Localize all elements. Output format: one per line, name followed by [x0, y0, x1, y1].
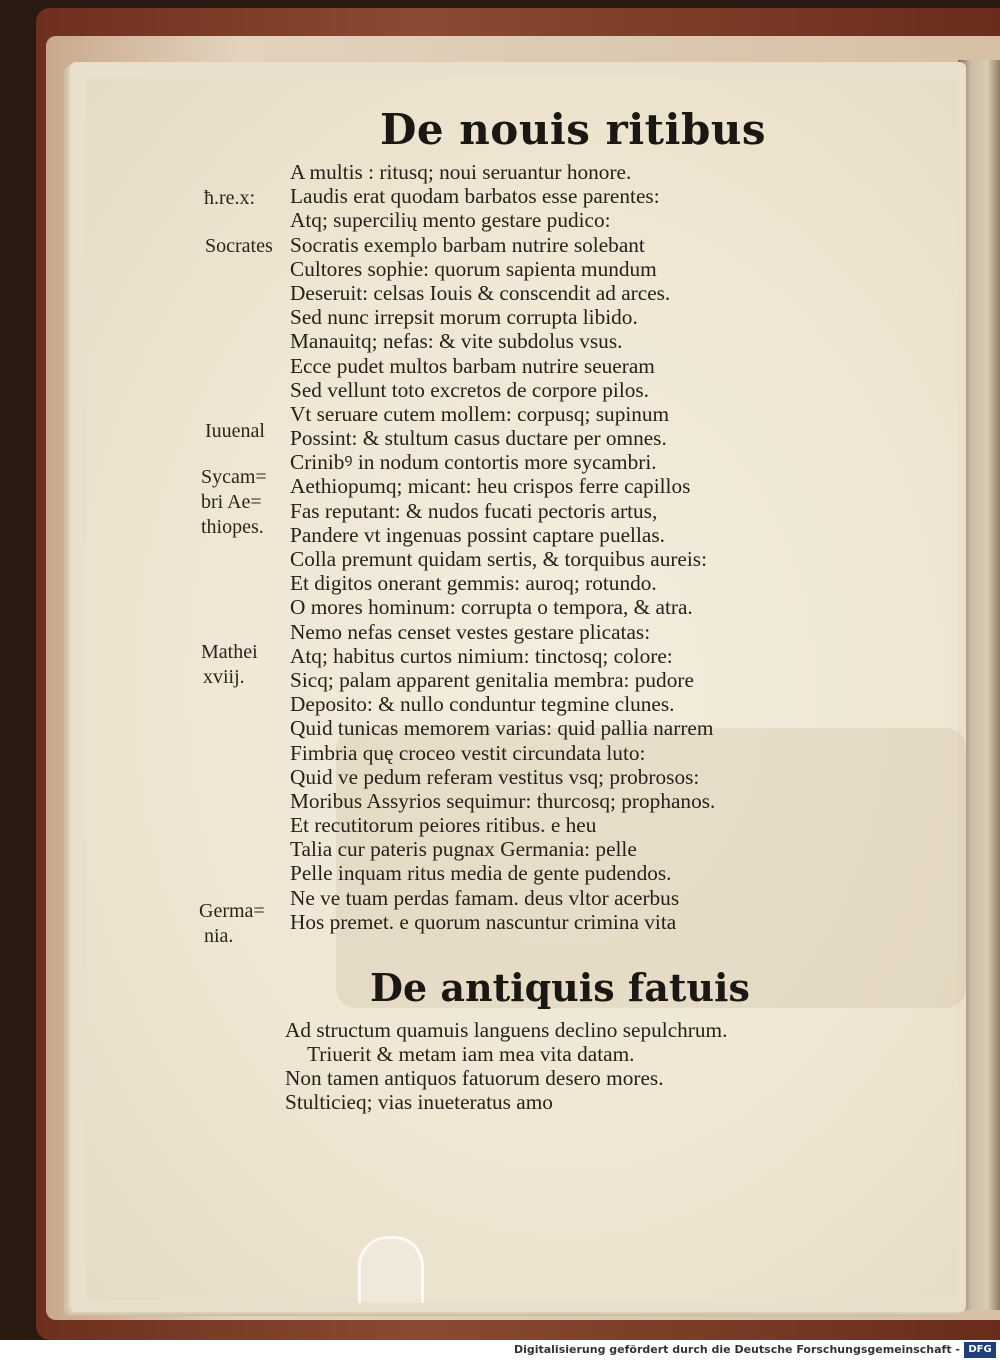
verse-line: Sed nunc irrepsit morum corrupta libido.	[290, 305, 638, 330]
margin-note-germania-1: Germa=	[199, 900, 265, 922]
verse-line: Cultores sophie: quorum sapienta mundum	[290, 256, 657, 281]
margin-note-xviij: xviij.	[203, 666, 245, 688]
verse-line: Atq; habitus curtos nimium: tinctosq; colore:	[290, 643, 673, 668]
verse-line: Laudis erat quodam barbatos esse parentes:	[290, 184, 660, 209]
verse-line: Sicq; palam apparent genitalia membra: pudore	[290, 667, 694, 692]
margin-note-socrates: Socrates	[205, 235, 273, 257]
verse-line: Triuerit & metam iam mea vita datam.	[307, 1042, 635, 1066]
verse-line: Moribus Assyrios sequimur: thurcosq; prophanos.	[290, 788, 716, 813]
verse-line: O mores hominum: corrupta o tempora, & atra.	[290, 595, 693, 620]
verse-line: Socratis exemplo barbam nutrire solebant	[290, 232, 645, 257]
verse-line: Pelle inquam ritus media de gente pudendos.	[290, 861, 672, 886]
verse-line: Talia cur pateris pugnax Germania: pelle	[290, 837, 637, 862]
verse-line: Non tamen antiquos fatuorum desero mores.	[285, 1066, 664, 1090]
verse-line: Colla premunt quidam sertis, & torquibus aureis:	[290, 547, 708, 571]
verse-line: Ecce pudet multos barbam nutrire seueram	[290, 353, 655, 378]
verse-line: Pandere vt ingenuas possint captare puellas.	[290, 522, 665, 547]
page-clip	[358, 1236, 424, 1303]
margin-note-sycambri-2: bri Ae=	[201, 491, 262, 513]
verse-line: Fimbria quę croceo vestit circundata luto:	[290, 740, 646, 765]
section-heading-2: De antiquis fatuis	[370, 965, 750, 1010]
verse-line: Sed vellunt toto excretos de corpore pilos.	[290, 377, 650, 402]
verse-line: Hos premet. e quorum nascuntur crimina vita	[290, 909, 677, 934]
verse-line: Deseruit: celsas Iouis & conscendit ad arces.	[290, 280, 671, 305]
verse-line: Ad structum quamuis languens declino sepulchrum.	[285, 1018, 728, 1042]
verse-line: Vt seruare cutem mollem: corpusq; supinum	[290, 401, 670, 426]
verse-line: Crinibꝰ in nodum contortis more sycambri.	[290, 450, 657, 475]
margin-note-sycambri-1: Sycam=	[201, 466, 267, 488]
verse-line: Atq; supercilių mento gestare pudico:	[290, 208, 611, 233]
verse-line: Fas reputant: & nudos fucati pectoris artus,	[290, 498, 658, 523]
verse-line: Nemo nefas censet vestes gestare plicatas:	[290, 619, 651, 644]
verse-line: Et digitos onerant gemmis: auroq; rotundo.	[290, 571, 657, 596]
dfg-logo: DFG	[964, 1342, 996, 1358]
verse-block	[290, 160, 780, 934]
margin-note-mathei: Mathei	[201, 641, 258, 663]
margin-note-germania-2: nia.	[204, 925, 234, 947]
verse-line: Quid ve pedum referam vestitus vsq; probrosos:	[290, 764, 700, 789]
verse-line: A multis : ritusq; noui seruantur honore.	[290, 160, 632, 184]
verse-line: Ne ve tuam perdas famam. deus vltor acerbus	[290, 885, 680, 910]
footer-credit: Digitalisierung gefördert durch die Deutsche Forschungsgemeinschaft -	[513, 1343, 960, 1356]
verse-line: Manauitq; nefas: & vite subdolus vsus.	[290, 329, 623, 354]
section-heading: De nouis ritibus	[380, 105, 767, 154]
verse-block-2	[285, 1018, 785, 1114]
verse-line: Aethiopumq; micant: heu crispos ferre capillos	[290, 474, 691, 499]
verse-line: Deposito: & nullo conduntur tegmine clunes.	[290, 692, 675, 717]
footer-bar	[0, 1340, 1000, 1361]
margin-note-hrex: ħ.re.x:	[204, 187, 256, 209]
margin-note-iuuenal: Iuuenal	[205, 420, 265, 442]
margin-note-sycambri-3: thiopes.	[201, 516, 264, 538]
verse-line: Et recutitorum peiores ritibus. e heu	[290, 813, 597, 838]
verse-line: Stulticieq; vias inueteratus amo	[285, 1090, 553, 1114]
verse-line: Possint: & stultum casus ductare per omnes.	[290, 426, 667, 451]
verse-line: Quid tunicas memorem varias: quid pallia narrem	[290, 716, 714, 741]
